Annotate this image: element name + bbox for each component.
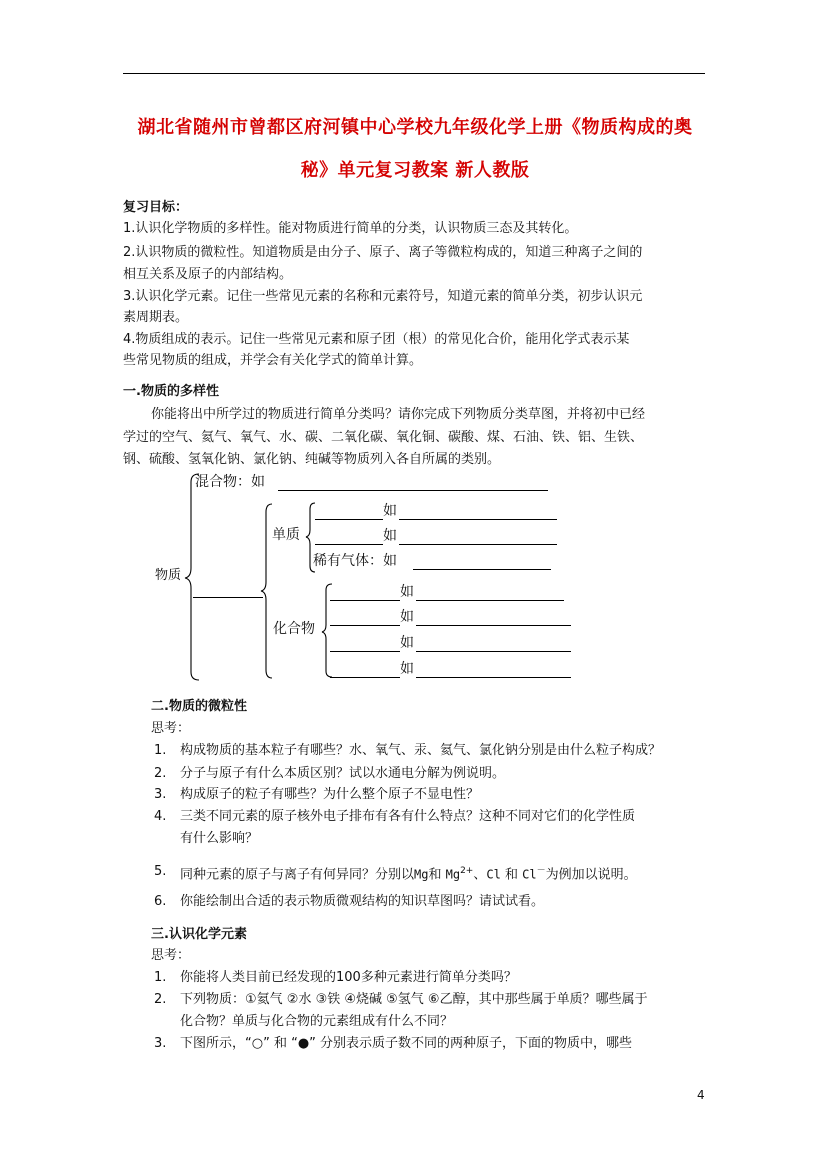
list-number: 2. (154, 766, 167, 781)
blank-line (278, 490, 548, 491)
blank-line (416, 600, 564, 601)
diagram-noble-gas-label: 稀有气体：如 (313, 553, 397, 569)
list-number: 1. (154, 743, 167, 758)
goal-line: 4.物质组成的表示。记住一些常见元素和原子团（根）的常见化合价，能用化学式表示某 (123, 332, 630, 347)
diagram-ru-label: 如 (400, 584, 414, 600)
section1-heading: 一.物质的多样性 (123, 384, 219, 399)
list-number: 3. (154, 1036, 167, 1051)
list-number: 1. (154, 970, 167, 985)
formula-cl2-charge: － (536, 866, 546, 876)
goal-line: 1.认识化学物质的多样性。能对物质进行简单的分类，认识物质三态及其转化。 (123, 221, 578, 236)
list-item: 三类不同元素的原子核外电子排布有各有什么特点？这种不同对它们的化学性质 (180, 809, 636, 824)
goals-heading: 复习目标： (123, 200, 189, 215)
item5-text-b: 为例加以说明。 (545, 867, 637, 883)
blank-line (399, 519, 557, 520)
section2-heading: 二.物质的微粒性 (151, 699, 247, 714)
goal-line: 3.认识化学元素。记住一些常见元素的名称和元素符号，知道元素的简单分类，初步认识元 (123, 289, 643, 304)
list-number: 4. (154, 809, 167, 824)
blank-line (330, 651, 400, 652)
blank-line (330, 600, 400, 601)
item5-and: 和 (428, 867, 442, 883)
list-item: 你能绘制出合适的表示物质微观结构的知识草图吗？请试试看。 (180, 894, 545, 909)
diagram-mixture-label: 混合物：如 (195, 474, 265, 490)
blank-line (193, 597, 263, 598)
blank-line (413, 569, 551, 570)
brace-pure (261, 504, 272, 678)
list-item: 下列物质：①氦气 ②水 ③铁 ④烧碱 ⑤氢气 ⑥乙醇，其中那些属于单质？哪些属于 (180, 992, 648, 1007)
page-number: 4 (697, 1088, 705, 1102)
think-label: 思考： (151, 721, 191, 736)
blank-line (315, 544, 383, 545)
section1-para-line: 钢、硫酸、氢氧化钠、氯化钠、纯碱等物质列入各自所属的类别。 (123, 452, 501, 467)
goal-line: 些常见物质的组成，并学会有关化学式的简单计算。 (123, 353, 423, 368)
diagram-element-label: 单质 (272, 527, 300, 543)
list-item: 分子与原子有什么本质区别？试以水通电分解为例说明。 (180, 766, 506, 781)
doc-title-line2: 秘》单元复习教案 新人教版 (300, 160, 530, 181)
list-number: 5. (154, 864, 167, 879)
goal-line: 相互关系及原子的内部结构。 (123, 267, 293, 282)
section1-para-line: 你能将出中所学过的物质进行简单分类吗？请你完成下列物质分类草图，并将初中已经 (151, 407, 646, 422)
blank-line (399, 544, 557, 545)
item5-sep: 、 (473, 867, 487, 883)
formula-cl: Cl (486, 867, 501, 882)
brace-compound (322, 584, 332, 677)
diagram-ru-label: 如 (400, 661, 414, 677)
blank-line (416, 651, 571, 652)
list-item-cont: 化合物？单质与化合物的元素组成有什么不同？ (180, 1014, 454, 1029)
doc-title-line1: 湖北省随州市曾都区府河镇中心学校九年级化学上册《物质构成的奥 (137, 117, 693, 138)
list-number: 6. (154, 894, 167, 909)
blank-line (330, 625, 400, 626)
section1-para-line: 学过的空气、氦气、氧气、水、碳、二氧化碳、氧化铜、碳酸、煤、石油、铁、铝、生铁、 (123, 430, 644, 445)
diagram-compound-label: 化合物 (273, 621, 315, 637)
diagram-ru-label: 如 (400, 635, 414, 651)
diagram-root-label: 物质 (155, 568, 182, 583)
goal-line: 素周期表。 (123, 310, 189, 325)
formula-cl2: Cl (522, 867, 537, 882)
brace-root (185, 474, 199, 680)
blank-line (416, 625, 571, 626)
item5-and: 和 (504, 867, 518, 883)
diagram-ru-label: 如 (383, 503, 397, 519)
goal-line: 2.认识物质的微粒性。知道物质是由分子、原子、离子等微粒构成的，知道三种离子之间的 (123, 245, 643, 260)
formula-mg2: Mg (445, 867, 461, 882)
list-item: 构成物质的基本粒子有哪些？水、氧气、汞、氦气、氯化钠分别是由什么粒子构成？ (180, 743, 662, 758)
formula-mg: Mg (414, 867, 429, 882)
list-item: 构成原子的粒子有哪些？为什么整个原子不显电性？ (180, 787, 480, 802)
item5-text-a: 同种元素的原子与离子有何异同？分别以 (180, 867, 415, 883)
formula-mg2-charge: 2+ (460, 866, 474, 876)
list-item (180, 861, 637, 885)
blank-line (330, 677, 400, 678)
list-item: 你能将人类目前已经发现的100多种元素进行简单分类吗？ (180, 970, 517, 985)
section3-heading: 三.认识化学元素 (151, 927, 247, 942)
diagram-ru-label: 如 (400, 609, 414, 625)
list-number: 3. (154, 787, 167, 802)
blank-line (315, 519, 383, 520)
list-item: 下图所示，“○” 和 “●” 分别表示质子数不同的两种原子，下面的物质中，哪些 (180, 1036, 633, 1051)
list-item-cont: 有什么影响？ (180, 831, 259, 846)
blank-line (416, 677, 571, 678)
think-label: 思考： (151, 948, 191, 963)
list-number: 2. (154, 992, 167, 1007)
diagram-ru-label: 如 (383, 528, 397, 544)
